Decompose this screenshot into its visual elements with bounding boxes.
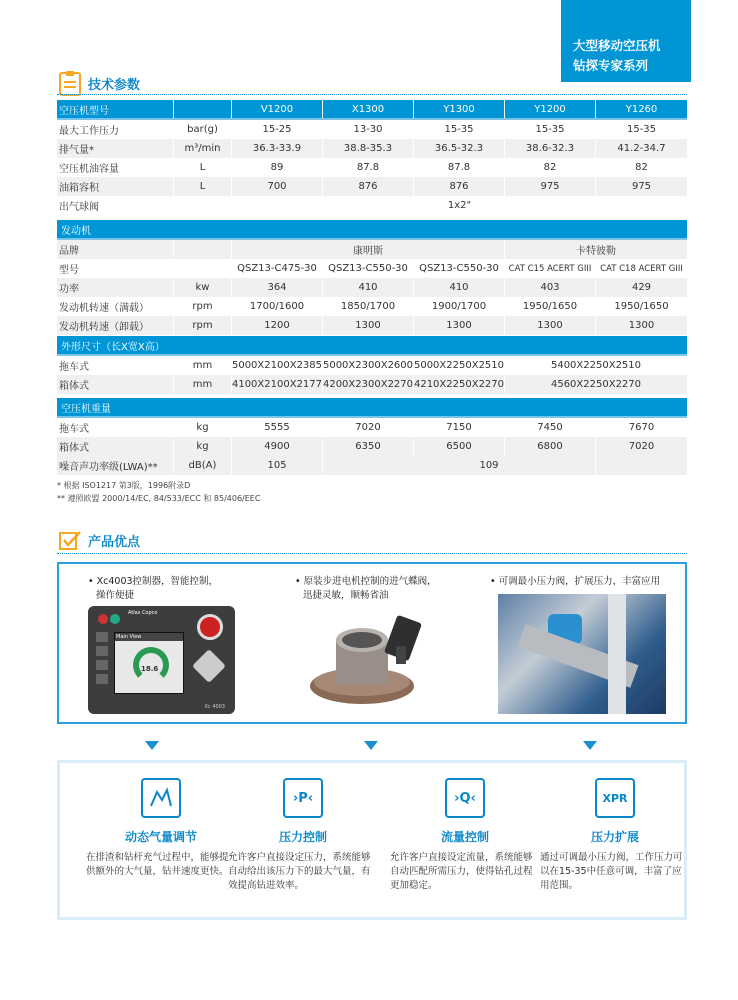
cell: dB(A) [173,456,231,475]
row-label: 空压机油容量 [59,164,119,175]
cell: kw [173,278,231,297]
cell: 康明斯 [231,240,504,259]
header-cell: Y1300 [413,100,504,118]
cell: 1950/1650 [504,297,595,316]
cell: QSZ13-C550-30 [322,259,413,278]
cell: 4200X2300X2270 [322,375,413,394]
cell: 15-35 [595,120,687,139]
cell: m³/min [173,139,231,158]
cell: 7450 [504,418,595,437]
row-label: 拖车式 [59,362,89,373]
feature-flow-control: › Q ‹ 流量控制 允许客户直接设定流量，系统能够自动匹配所需压力，使得钻孔过程更加稳定。 [390,778,540,893]
cell: 5000X2250X2510 [413,356,504,375]
cell: 364 [231,278,322,297]
header-cell: 空压机型号 [59,105,109,117]
advantages-title: 产品优点 [88,534,141,550]
cell: 5000X2100X2385 [231,356,322,375]
footnote-2: ** 遵照欧盟 2000/14/EC, 84/533/ECC 和 85/406/EEC [57,494,261,503]
cell: 410 [413,278,504,297]
cell: 975 [504,177,595,196]
cell: 6500 [413,437,504,456]
checkbox-icon [58,529,82,551]
cell: 36.5-32.3 [413,139,504,158]
header-cell: Y1260 [595,100,687,118]
cell: rpm [173,316,231,335]
table-row [57,356,687,375]
xpr-icon: XPR [595,778,635,818]
down-arrow-icon [583,741,597,750]
table-row [57,259,687,278]
cell: 105 [231,456,322,475]
cell: 4900 [231,437,322,456]
controller-image: Main View 18.6 Atlas Copco Xc 4003 [88,606,235,714]
cell: 429 [595,278,687,297]
cell: 4560X2250X2270 [504,375,687,394]
table-row [57,316,687,335]
caption-valve: • 原装步进电机控制的进气蝶阀， 迅捷灵敏，顺畅省油 [295,576,437,601]
weight-table [57,398,687,475]
feature-pressure-control: › P ‹ 压力控制 允许客户直接设定压力，系统能够自动给出该压力下的最大气量，有效提高钻进效率。 [228,778,378,893]
cell: 15-35 [413,120,504,139]
row-label: 噪音声功率级(LWA)** [59,462,158,473]
cell: L [173,158,231,177]
cell: kg [173,418,231,437]
table-header [57,100,687,120]
section-bar: 空压机重量 [57,398,687,418]
caption-controller: • Xc4003控制器，智能控制， 操作便捷 [88,576,219,601]
cell: 13-30 [322,120,413,139]
engine-spec-table [57,220,687,335]
cell: 38.6-32.3 [504,139,595,158]
cell: 700 [231,177,322,196]
cell: rpm [173,297,231,316]
dimension-table [57,336,687,394]
down-arrow-icon [364,741,378,750]
banner-line2: 钻探专家系列 [573,58,649,73]
row-label: 发动机转速（卸载） [59,322,149,333]
table-row [57,297,687,316]
clipboard-icon [58,70,82,96]
cell: 1950/1650 [595,297,687,316]
table-row [57,196,687,215]
cell: 5555 [231,418,322,437]
cell: QSZ13-C475-30 [231,259,322,278]
cell: 5400X2250X2510 [504,356,687,375]
cell [173,259,231,278]
table-row [57,158,687,177]
table-row [57,139,687,158]
cell: 7670 [595,418,687,437]
pressure-p-icon: › P ‹ [283,778,323,818]
cell: 15-35 [504,120,595,139]
table-row [57,375,687,394]
header-cell [173,100,231,118]
cell: bar(g) [173,120,231,139]
cell: mm [173,375,231,394]
cell: 4210X2250X2270 [413,375,504,394]
header-cell: V1200 [231,100,322,118]
cell: 38.8-35.3 [322,139,413,158]
flow-q-icon: › Q ‹ [445,778,485,818]
cell: 36.3-33.9 [231,139,322,158]
cell: 410 [322,278,413,297]
cell: 1300 [413,316,504,335]
cell: 1300 [595,316,687,335]
header-cell: Y1200 [504,100,595,118]
compressor-spec-table [57,100,687,215]
cell: 41.2-34.7 [595,139,687,158]
feature-pressure-extension: XPR 压力扩展 通过可调最小压力阀，工作压力可以在15-35中任意可调，丰富了应用范围。 [540,778,690,893]
cell: 82 [595,158,687,177]
advantages-header [58,529,140,551]
table-row [57,418,687,437]
cell: 6800 [504,437,595,456]
tech-header [58,70,140,96]
cell: 7020 [595,437,687,456]
cell: 15-25 [231,120,322,139]
cell: QSZ13-C550-30 [413,259,504,278]
section-bar: 发动机 [57,220,687,240]
butterfly-valve-image [300,606,440,714]
table-row [57,437,687,456]
cell: mm [173,356,231,375]
cell: 87.8 [413,158,504,177]
table-row [57,240,687,259]
table-row [57,456,687,475]
row-label: 箱体式 [59,443,89,454]
cell: 403 [504,278,595,297]
flow-curve-icon [141,778,181,818]
row-label: 油箱容积 [59,183,99,194]
cell: 876 [322,177,413,196]
cell: 82 [504,158,595,177]
cell: 1200 [231,316,322,335]
cell: 4100X2100X2177 [231,375,322,394]
cell: CAT C15 ACERT GIII [504,259,595,278]
table-row [57,177,687,196]
footnote-1: * 根据 ISO1217 第3版，1996附录D [57,481,191,490]
row-label: 出气球阀 [59,202,99,213]
tech-title: 技术参数 [88,77,141,93]
section-bar: 外形尺寸（长X宽X高） [57,336,687,356]
cell: 6350 [322,437,413,456]
series-banner [561,0,691,82]
cell: 876 [413,177,504,196]
feature-dynamic-flow: 动态气量调节 在排渣和钻杆充气过程中，能够提供额外的大气量，钻井速度更快。 [86,778,236,879]
cell: 1900/1700 [413,297,504,316]
row-label: 排气量* [59,145,94,156]
pressure-valve-photo [498,594,666,714]
row-label: 型号 [59,265,79,276]
cell: 1300 [504,316,595,335]
cell: 卡特彼勒 [504,240,687,259]
cell: 1700/1600 [231,297,322,316]
down-arrow-icon [145,741,159,750]
cell: 1850/1700 [322,297,413,316]
cell: CAT C18 ACERT GIII [595,259,687,278]
row-label: 品牌 [59,246,79,257]
cell: 7150 [413,418,504,437]
cell: 5000X2300X2600 [322,356,413,375]
caption-pressure-valve: • 可调最小压力阀，扩展压力，丰富应用 [490,576,661,587]
cell: 975 [595,177,687,196]
row-label: 功率 [59,284,79,295]
cell: 109 [322,456,595,475]
row-label: 最大工作压力 [59,126,119,137]
cell: 1x2" [231,196,687,215]
cell: 7020 [322,418,413,437]
row-label: 箱体式 [59,381,89,392]
table-row [57,120,687,139]
banner-line1: 大型移动空压机 [573,38,661,53]
row-label: 发动机转速（满载） [59,303,149,314]
header-cell: X1300 [322,100,413,118]
table-row [57,278,687,297]
cell: L [173,177,231,196]
row-label: 拖车式 [59,424,89,435]
cell: 89 [231,158,322,177]
cell: 87.8 [322,158,413,177]
cell: kg [173,437,231,456]
cell: 1300 [322,316,413,335]
